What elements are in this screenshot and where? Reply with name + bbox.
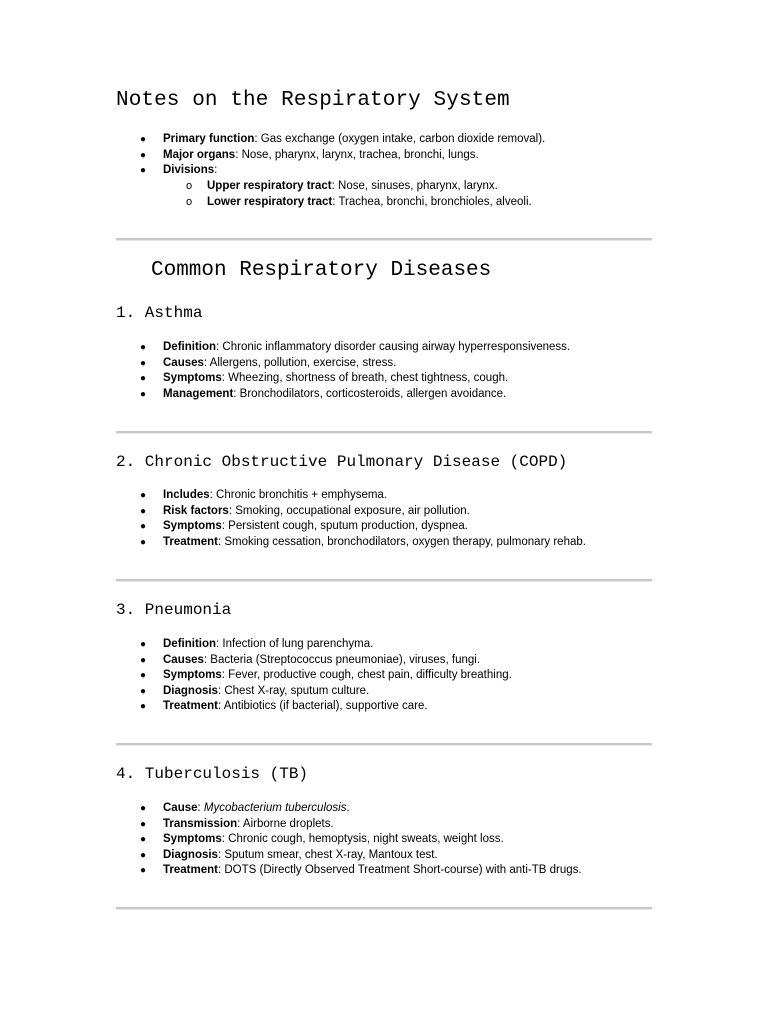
divisions-list — [139, 179, 532, 210]
item-text: : Smoking cessation, bronchodilators, oxygen therapy, pulmonary rehab. — [217, 535, 586, 548]
item-label: Symptoms — [163, 669, 222, 682]
list-item — [139, 356, 570, 372]
item-label: Treatment — [163, 864, 218, 877]
section-heading-copd: 2. Chronic Obstructive Pulmonary Disease (COPD) — [116, 453, 568, 471]
item-text: : Antibiotics (if bacterial), supportive care. — [217, 700, 428, 713]
bullet-icon: ● — [140, 490, 147, 501]
list-item — [139, 371, 570, 387]
item-label: Major organs — [163, 148, 236, 161]
item-text: : Gas exchange (oxygen intake, carbon dioxide removal). — [254, 133, 546, 145]
copd-list — [139, 488, 586, 550]
item-label: Cause — [163, 802, 198, 814]
item-label: Definition — [163, 341, 217, 353]
item-label: Diagnosis — [163, 684, 218, 697]
bullet-icon: ● — [140, 849, 147, 861]
item-text: : Persistent cough, sputum production, dyspnea. — [221, 520, 468, 533]
item-text-after: . — [346, 802, 350, 814]
item-label: Upper respiratory tract — [207, 180, 332, 192]
bullet-icon: ● — [140, 670, 147, 682]
bullet-icon: ● — [140, 149, 147, 161]
bullet-icon: ● — [140, 536, 147, 548]
bullet-icon: ● — [140, 388, 147, 400]
item-label: Treatment — [163, 700, 218, 713]
item-text: : Sputum smear, chest X-ray, Mantoux test. — [217, 848, 438, 861]
list-item — [139, 684, 512, 700]
bullet-icon: ● — [140, 521, 147, 533]
item-label: Divisions — [163, 164, 215, 177]
page-title: Notes on the Respiratory System — [116, 89, 510, 112]
item-text: : Chest X-ray, sputum culture. — [217, 684, 370, 697]
bullet-icon: ● — [140, 639, 147, 650]
list-item — [139, 488, 586, 504]
item-text: : Chronic inflammatory disorder causing airway hyperresponsiveness. — [216, 341, 571, 353]
item-label: Includes — [163, 489, 210, 501]
bullet-icon: ● — [140, 357, 147, 369]
bullet-icon: ● — [140, 701, 147, 713]
item-italic-text: Mycobacterium tuberculosis — [203, 802, 347, 814]
circle-bullet-icon: o — [186, 195, 193, 208]
item-text: : Smoking, occupational exposure, air pollution. — [228, 504, 470, 517]
pneumonia-list — [139, 637, 512, 715]
bullet-icon: ● — [140, 865, 147, 877]
bullet-icon: ● — [140, 654, 147, 666]
bullet-icon: ● — [140, 373, 147, 385]
item-label: Risk factors — [163, 504, 229, 517]
bullet-icon: ● — [140, 134, 147, 145]
horizontal-rule — [116, 579, 652, 582]
item-text: : Wheezing, shortness of breath, chest tightness, cough. — [221, 372, 509, 385]
item-text: : Bronchodilators, corticosteroids, allergen avoidance. — [233, 387, 507, 400]
section-title: Common Respiratory Diseases — [151, 259, 492, 282]
item-label: Primary function — [163, 133, 255, 145]
list-item — [139, 387, 570, 403]
list-item — [139, 668, 512, 684]
list-item — [139, 535, 586, 551]
sub-list-item — [139, 195, 532, 211]
item-text: : Trachea, bronchi, bronchioles, alveoli. — [332, 195, 532, 208]
item-text: : — [214, 164, 218, 177]
list-item — [139, 653, 512, 669]
item-text: : Infection of lung parenchyma. — [216, 638, 374, 650]
section-heading-tuberculosis: 4. Tuberculosis (TB) — [116, 765, 309, 783]
list-item — [139, 848, 582, 864]
list-item — [139, 832, 582, 848]
item-text: : DOTS (Directly Observed Treatment Short-course) with anti-TB drugs. — [217, 864, 582, 877]
list-item — [139, 699, 512, 715]
bullet-icon: ● — [140, 803, 147, 814]
bullet-icon: ● — [140, 685, 147, 697]
item-label: Transmission — [163, 817, 238, 830]
list-item — [139, 340, 570, 356]
item-label: Definition — [163, 638, 217, 650]
sub-list-item — [139, 179, 510, 195]
bullet-icon: ● — [140, 505, 147, 517]
overview-list — [139, 132, 545, 179]
bullet-icon: ● — [140, 834, 147, 846]
item-text: : Nose, sinuses, pharynx, larynx. — [331, 180, 498, 192]
item-text: : Chronic cough, hemoptysis, night sweats, weight loss. — [221, 833, 504, 846]
section-heading-asthma: 1. Asthma — [116, 304, 203, 322]
asthma-list — [139, 340, 570, 402]
list-item — [139, 504, 586, 520]
horizontal-rule — [116, 238, 652, 241]
item-text: : Nose, pharynx, larynx, trachea, bronchi, lungs. — [235, 148, 479, 161]
item-label: Symptoms — [163, 520, 222, 533]
item-text: : Allergens, pollution, exercise, stress. — [203, 356, 397, 369]
bullet-icon: ● — [140, 818, 147, 830]
horizontal-rule — [116, 431, 652, 434]
horizontal-rule — [116, 907, 652, 910]
item-label: Management — [163, 387, 234, 400]
item-text: : Fever, productive cough, chest pain, difficulty breathing. — [221, 669, 512, 682]
list-item — [139, 148, 545, 164]
list-item — [139, 163, 545, 179]
item-label: Treatment — [163, 535, 218, 548]
item-label: Causes — [163, 653, 204, 666]
circle-bullet-icon: o — [186, 180, 193, 192]
section-heading-pneumonia: 3. Pneumonia — [116, 601, 232, 619]
list-item — [139, 637, 512, 653]
bullet-icon: ● — [140, 165, 147, 177]
item-label: Symptoms — [163, 833, 222, 846]
list-item — [139, 817, 582, 833]
horizontal-rule — [116, 743, 652, 746]
item-label: Symptoms — [163, 372, 222, 385]
list-item — [139, 801, 582, 817]
item-label: Causes — [163, 356, 204, 369]
tuberculosis-list — [139, 801, 582, 879]
list-item — [139, 519, 586, 535]
list-item — [139, 863, 582, 879]
item-label: Lower respiratory tract — [207, 195, 333, 208]
item-text: : Bacteria (Streptococcus pneumoniae), viruses, fungi. — [203, 653, 481, 666]
bullet-icon: ● — [140, 342, 147, 353]
item-text: : Chronic bronchitis + emphysema. — [209, 489, 388, 501]
list-item — [139, 132, 545, 148]
item-text: : Airborne droplets. — [237, 817, 334, 830]
item-label: Diagnosis — [163, 848, 218, 861]
item-text: : — [197, 802, 204, 814]
